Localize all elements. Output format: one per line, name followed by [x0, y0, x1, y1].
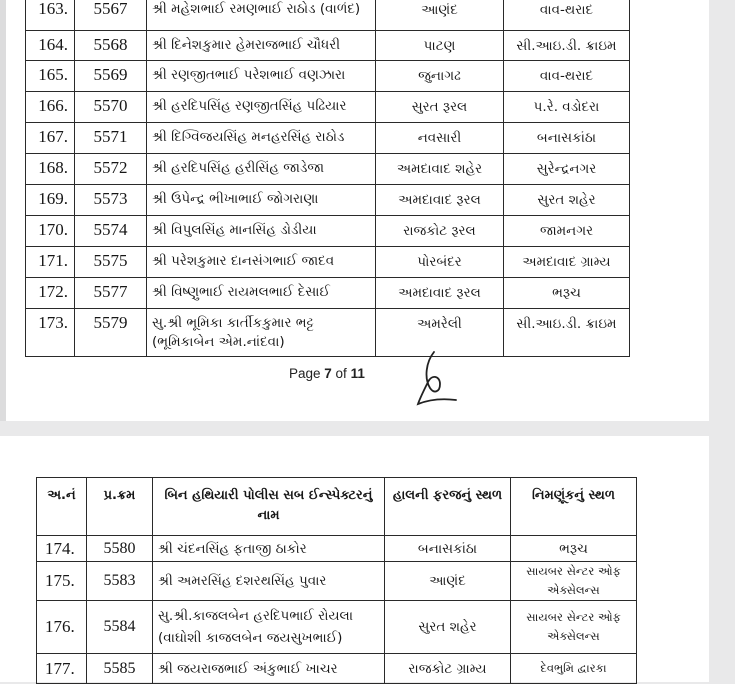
footer-prefix: Page: [289, 366, 325, 381]
posting-place: દેવભુમિ દ્વારકા: [511, 654, 637, 684]
serial-number: 169.: [26, 185, 75, 216]
seniority-number: 5579: [75, 309, 147, 357]
officer-name-line1: શ્રી હરદિપસિંહ રણજીતસિંહ પઢિયાર: [152, 98, 347, 114]
officer-name-line2: (વાઘોશી કાજલબેન જયસુખભાઈ): [158, 630, 343, 646]
current-post: રાજકોટ ગ્રામ્ય: [385, 654, 511, 684]
officer-name: [153, 654, 385, 684]
table-row: [26, 154, 630, 185]
posting-place: સાયબર સેન્ટર ઓફ એક્સેલન્સ: [511, 562, 637, 601]
posting-place: ભરૂચ: [504, 278, 630, 309]
current-post: અમદાવાદ રૂરલ: [376, 278, 504, 309]
current-post: આણંદ: [385, 562, 511, 601]
officer-name-line1: શ્રી દિગ્વિજયસિંહ મનહરસિંહ રાઠોડ: [152, 129, 345, 145]
serial-number: 172.: [26, 278, 75, 309]
seniority-number: 5570: [75, 92, 147, 123]
seniority-number: 5584: [87, 601, 153, 654]
serial-number: 171.: [26, 247, 75, 278]
officer-name-line2: (ભૂમિકાબેન એમ.નાંદવા): [152, 334, 285, 350]
current-post: આણંદ: [376, 0, 504, 31]
seniority-number: 5577: [75, 278, 147, 309]
officer-name: [153, 536, 385, 562]
officer-name-line1: શ્રી વિપુલસિંહ માનસિંહ ડોડીયા: [152, 222, 317, 238]
seniority-number: 5572: [75, 154, 147, 185]
officer-name: [147, 31, 376, 61]
officer-name: [147, 123, 376, 154]
header-seniority: પ્ર.ક્રમ: [87, 478, 153, 536]
serial-number: 174.: [37, 536, 87, 562]
officer-name-line1: સુ.શ્રી ભૂમિકા કાર્તીકકુમાર ભટ્ટ: [152, 315, 314, 331]
seniority-number: 5585: [87, 654, 153, 684]
table-row: [26, 92, 630, 123]
current-post: સુરત રૂરલ: [376, 92, 504, 123]
seniority-number: 5573: [75, 185, 147, 216]
officer-name-line1: શ્રી રણજીતભાઈ પરેશભાઈ વણઝારા: [152, 67, 346, 83]
serial-number: 176.: [37, 601, 87, 654]
officer-name-line1: શ્રી ચંદનસિંહ ફતાજી ઠાકોર: [158, 540, 307, 557]
officer-name: [147, 154, 376, 185]
table-row: [26, 278, 630, 309]
current-post: નવસારી: [376, 123, 504, 154]
seniority-number: 5583: [87, 562, 153, 601]
officer-name: [147, 92, 376, 123]
current-post: જુનાગઢ: [376, 61, 504, 92]
footer-page-number: 7: [324, 366, 332, 381]
seniority-number: 5568: [75, 31, 147, 61]
officer-name-line1: શ્રી જયરાજભાઈ અંકુભાઈ ખાચર: [158, 660, 338, 677]
officer-name-line1: શ્રી ઉપેન્દ્ર ભીખાભાઈ જોગરાણા: [152, 191, 319, 207]
posting-place: સાયબર સેન્ટર ઓફ એક્સેલન્સ: [511, 601, 637, 654]
seniority-number: 5580: [87, 536, 153, 562]
table-row: [37, 562, 637, 601]
page-footer: [289, 366, 365, 381]
posting-place: સી.આઇ.ડી. ક્રાઇમ: [504, 309, 630, 357]
posting-place: વાવ-થરાદ: [504, 0, 630, 31]
posting-place: અમદાવાદ ગ્રામ્ય: [504, 247, 630, 278]
table-row: [26, 123, 630, 154]
table-row: [37, 654, 637, 684]
posting-place: વાવ-થરાદ: [504, 61, 630, 92]
officer-transfer-table-page7: [25, 0, 630, 357]
current-post: અમદાવાદ રૂરલ: [376, 185, 504, 216]
seniority-number: 5574: [75, 216, 147, 247]
table-header-row: [37, 478, 637, 536]
officer-name-line1: સુ.શ્રી.કાજલબેન હરદિપભાઈ રોયલા: [158, 608, 354, 624]
current-post: રાજકોટ રૂરલ: [376, 216, 504, 247]
officer-name: [153, 562, 385, 601]
posting-place: જામનગર: [504, 216, 630, 247]
current-post: પાટણ: [376, 31, 504, 61]
officer-name: [147, 247, 376, 278]
officer-name: [147, 61, 376, 92]
officer-transfer-table-page8: [36, 477, 637, 684]
table-row: [26, 309, 630, 357]
officer-name: [147, 216, 376, 247]
posting-place: બનાસકાંઠા: [504, 123, 630, 154]
officer-name: [147, 185, 376, 216]
footer-of: of: [331, 366, 351, 381]
seniority-number: 5567: [75, 0, 147, 31]
posting-place: ભરૂચ: [511, 536, 637, 562]
seniority-number: 5571: [75, 123, 147, 154]
officer-name-line1: શ્રી વિષ્ણુભાઈ રાયમલભાઈ દેસાઈ: [152, 284, 330, 300]
current-post: અમરેલી: [376, 309, 504, 357]
serial-number: 168.: [26, 154, 75, 185]
officer-name-line1: શ્રી પરેશકુમાર દાનસંગભાઈ જાદવ: [152, 253, 335, 269]
table-row: [26, 216, 630, 247]
serial-number: 163.: [26, 0, 75, 31]
officer-name-line1: શ્રી હરદિપસિંહ હરીસિંહ જાડેજા: [152, 160, 325, 176]
seniority-number: 5575: [75, 247, 147, 278]
serial-number: 173.: [26, 309, 75, 357]
current-post: બનાસકાંઠા: [385, 536, 511, 562]
officer-name: [147, 0, 376, 31]
officer-name: [147, 278, 376, 309]
serial-number: 177.: [37, 654, 87, 684]
seniority-number: 5569: [75, 61, 147, 92]
officer-name: [147, 309, 376, 357]
serial-number: 167.: [26, 123, 75, 154]
table-row: [37, 601, 637, 654]
posting-place: સી.આઇ.ડી. ક્રાઇમ: [504, 31, 630, 61]
serial-number: 164.: [26, 31, 75, 61]
page-edge-shadow: [0, 0, 6, 421]
posting-place: સુરત શહેર: [504, 185, 630, 216]
footer-total-pages: 11: [350, 366, 365, 381]
header-current-post: હાલની ફરજનું સ્થળ: [385, 478, 511, 536]
handwritten-signature: [410, 348, 460, 410]
table-row: [26, 185, 630, 216]
posting-place: પ.રે. વડોદરા: [504, 92, 630, 123]
table-row: [26, 247, 630, 278]
table-row: [37, 536, 637, 562]
current-post: સુરત શહેર: [385, 601, 511, 654]
posting-place: સુરેન્દ્રનગર: [504, 154, 630, 185]
serial-number: 165.: [26, 61, 75, 92]
serial-number: 166.: [26, 92, 75, 123]
officer-name-line1: શ્રી અમરસિંહ દશરથસિંહ પુવાર: [158, 573, 327, 589]
officer-name-line1: શ્રી દિનેશકુમાર હેમરાજભાઈ ચૌધરી: [152, 37, 341, 53]
header-serial: અ.નં: [37, 478, 87, 536]
serial-number: 170.: [26, 216, 75, 247]
officer-name: [153, 601, 385, 654]
header-posting-place: નિમણૂંકનું સ્થળ: [511, 478, 637, 536]
table-row: [26, 61, 630, 92]
serial-number: 175.: [37, 562, 87, 601]
header-officer-name: બિન હથિયારી પોલીસ સબ ઈન્સ્પેક્ટરનું નામ: [153, 478, 385, 536]
officer-name-line1: શ્રી મહેશભાઈ રમણભાઈ રાઠોડ (વાળંદ): [152, 1, 361, 17]
current-post: પોરબંદર: [376, 247, 504, 278]
current-post: અમદાવાદ શહેર: [376, 154, 504, 185]
table-row: [26, 31, 630, 61]
table-row: [26, 0, 630, 31]
